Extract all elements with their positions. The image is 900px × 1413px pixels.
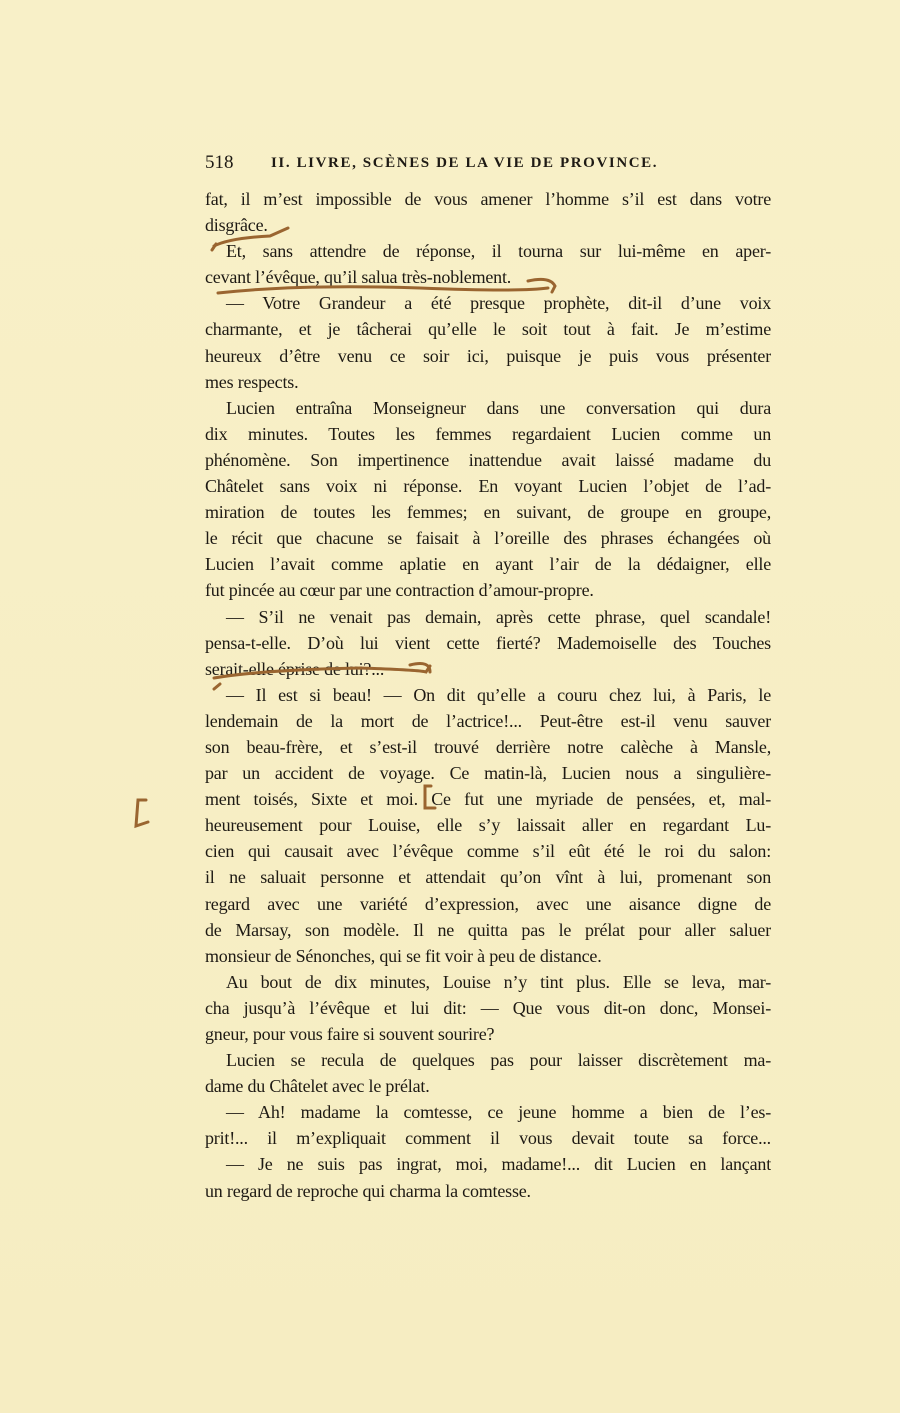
- page-number: 518: [205, 152, 234, 173]
- text-line: lendemain de la mort de l’actrice!... Peut-être est-il venu sauver: [205, 710, 771, 731]
- text-line: phénomène. Son impertinence inattendue avait laissé madame du: [205, 449, 771, 470]
- text-line: pensa-t-elle. D’où lui vient cette fierté? Mademoiselle des Touches: [205, 632, 771, 653]
- text-line: le récit que chacune se faisait à l’oreille des phrases échangées où: [205, 528, 771, 549]
- text-line: de Marsay, son modèle. Il ne quitta pas le prélat pour aller saluer: [205, 919, 771, 940]
- text-line: dix minutes. Toutes les femmes regardaient Lucien comme un: [205, 423, 771, 444]
- text-line: — S’il ne venait pas demain, après cette phrase, quel scandale!: [226, 606, 771, 627]
- text-line: — Je ne suis pas ingrat, moi, madame!... dit Lucien en lançant: [226, 1154, 771, 1175]
- text-line: monsieur de Sénonches, qui se fit voir à peu de distance.: [205, 945, 602, 966]
- text-line: heureusement pour Louise, elle s’y laissait aller en regardant Lu-: [205, 815, 771, 836]
- text-line: Châtelet sans voix ni réponse. En voyant Lucien l’objet de l’ad-: [205, 476, 771, 497]
- text-line: dame du Châtelet avec le prélat.: [205, 1076, 430, 1097]
- text-line: regard avec une variété d’expression, avec une aisance digne de: [205, 893, 771, 914]
- text-line: charmante, et je tâcherai qu’elle le soit tout à fait. Je m’estime: [205, 319, 771, 340]
- text-line: heureux d’être venu ce soir ici, puisque je puis vous présenter: [205, 345, 771, 366]
- text-line: fut pincée au cœur par une contraction d’amour-propre.: [205, 580, 594, 601]
- text-line: Lucien l’avait comme aplatie en ayant l’air de la dédaigner, elle: [205, 554, 771, 575]
- text-line: ment toisés, Sixte et moi. Ce fut une myriade de pensées, et, mal-: [205, 789, 771, 810]
- text-line: Lucien entraîna Monseigneur dans une conversation qui dura: [226, 397, 771, 418]
- text-line: cevant l’évêque, qu’il salua très-noblement.: [205, 267, 512, 288]
- annotation-mark: [136, 800, 148, 826]
- text-line: gneur, pour vous faire si souvent sourire?: [205, 1024, 495, 1044]
- running-header: [205, 152, 770, 178]
- text-line: — Il est si beau! — On dit qu’elle a couru chez lui, à Paris, le: [226, 684, 771, 705]
- text-line: disgrâce.: [205, 215, 268, 236]
- text-line: il ne saluait personne et attendait qu’on vînt à lui, promenant son: [205, 867, 771, 888]
- text-line: son beau-frère, et s’est-il trouvé derrière notre calèche à Mansle,: [205, 736, 771, 757]
- text-line: fat, il m’est impossible de vous amener l’homme s’il est dans votre: [205, 189, 771, 209]
- text-line: — Votre Grandeur a été presque prophète, dit-il d’une voix: [226, 293, 771, 314]
- text-line: miration de toutes les femmes; en suivant, de groupe en groupe,: [205, 502, 771, 523]
- text-line: cha jusqu’à l’évêque et lui dit: — Que vous dit-on donc, Monsei-: [205, 997, 771, 1018]
- text-line: Lucien se recula de quelques pas pour laisser discrètement ma-: [226, 1050, 771, 1071]
- text-line: cien qui causait avec l’évêque comme s’il eût été le roi du salon:: [205, 841, 771, 862]
- running-title: II. LIVRE, SCÈNES DE LA VIE DE PROVINCE.: [271, 155, 659, 171]
- body-text: [205, 186, 771, 1204]
- text-line: Au bout de dix minutes, Louise n’y tint plus. Elle se leva, mar-: [226, 971, 771, 992]
- text-line: — Ah! madame la comtesse, ce jeune homme a bien de l’es-: [226, 1102, 771, 1123]
- text-line: mes respects.: [205, 371, 299, 392]
- text-line: un regard de reproche qui charma la comtesse.: [205, 1180, 531, 1201]
- text-line: serait-elle éprise de lui?...: [205, 658, 385, 679]
- text-line: Et, sans attendre de réponse, il tourna sur lui-même en aper-: [226, 241, 771, 262]
- text-line: par un accident de voyage. Ce matin-là, Lucien nous a singulière-: [205, 763, 771, 784]
- text-line: prit!... il m’expliquait comment il vous devait toute sa force...: [205, 1128, 771, 1149]
